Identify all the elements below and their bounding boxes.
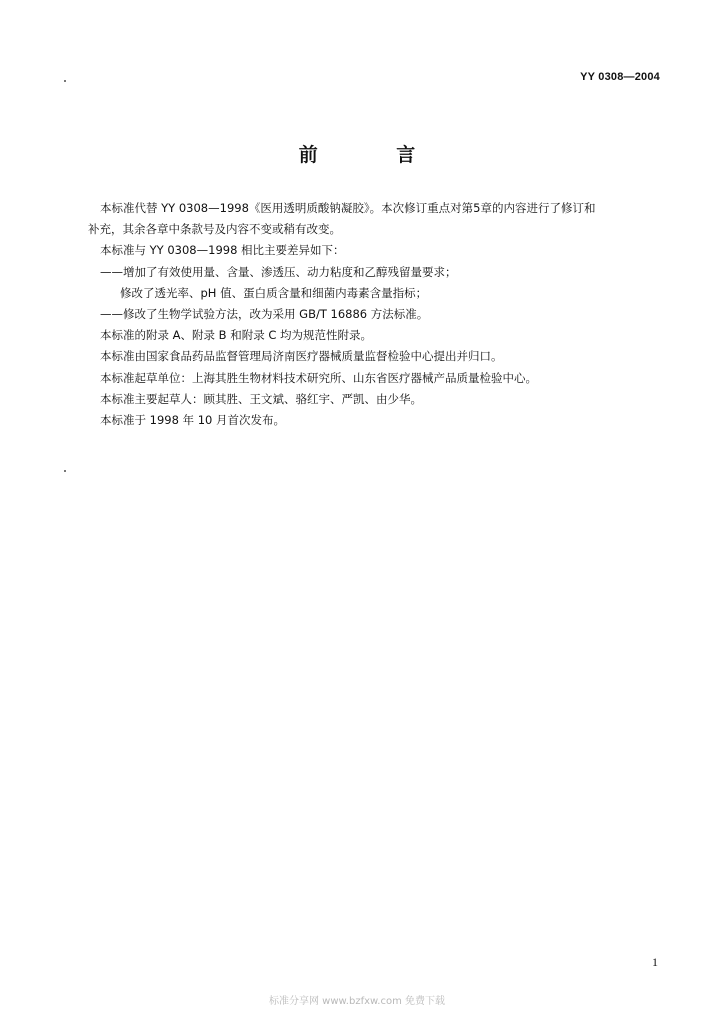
paragraph: 本标准由国家食品药品监督管理局济南医疗器械质量监督检验中心提出并归口。 [100,349,503,364]
scan-speck [64,80,66,82]
foreword-body [88,198,668,431]
scan-speck [64,470,66,472]
page-title: 前 言 [298,144,452,166]
standard-code: YY 0308—2004 [580,71,660,83]
watermark-text: 标准分享网 www.bzfxw.com 免费下载 [269,996,445,1007]
paragraph: 本标准与 YY 0308—1998 相比主要差异如下： [100,243,345,258]
paragraph: 本标准起草单位：上海其胜生物材料技术研究所、山东省医疗器械产品质量检验中心。 [100,370,537,385]
paragraph: 本标准代替 YY 0308—1998《医用透明质酸钠凝胶》。本次修订重点对第5章的内容进行了修订和 [100,201,596,215]
paragraph: 本标准于 1998 年 10 月首次发布。 [100,413,286,428]
list-item: ——修改了生物学试验方法，改为采用 GB/T 16886 方法标准。 [100,307,429,322]
paragraph: 本标准主要起草人：顾其胜、王文斌、骆红宇、严凯、由少华。 [100,391,422,406]
list-item: 修改了透光率、pH 值、蛋白质含量和细菌内毒素含量指标； [120,285,428,300]
page-number: 1 [652,955,658,969]
paragraph: 本标准的附录 A、附录 B 和附录 C 均为规范性附录。 [100,328,373,343]
list-item: ——增加了有效使用量、含量、渗透压、动力粘度和乙醇残留量要求； [100,264,457,279]
paragraph: 补充，其余各章中条款号及内容不变或稍有改变。 [88,222,341,237]
